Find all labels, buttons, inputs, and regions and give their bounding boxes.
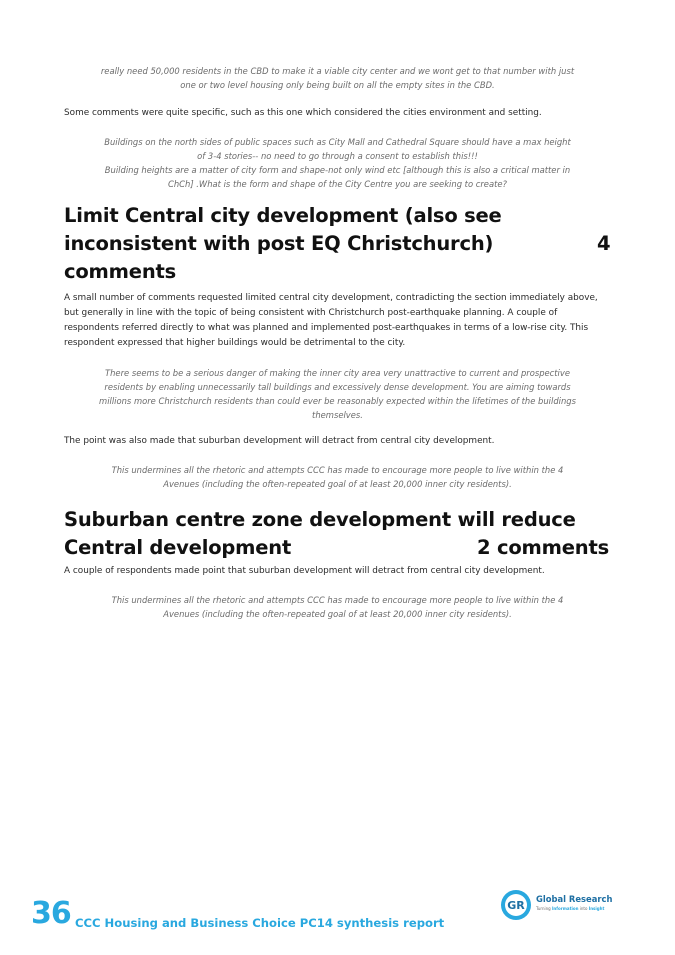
quote-line: Avenues (including the often-repeated goal of at least 20,000 inner city residents).	[163, 479, 512, 489]
tagline-part: Turning	[536, 906, 552, 911]
body-paragraph: A couple of respondents made point that suburban development will detract from central city development.	[64, 566, 545, 576]
quote-block	[90, 64, 585, 92]
body-paragraph	[64, 291, 616, 351]
body-paragraph: Some comments were quite specific, such as this one which considered the cities environment and setting.	[64, 108, 542, 118]
tagline-part: into	[578, 906, 589, 911]
quote-line: Avenues (including the often-repeated goal of at least 20,000 inner city residents).	[163, 609, 512, 619]
quote-line: This undermines all the rhetoric and attempts CCC has made to encourage more people to live within the 4	[111, 595, 564, 605]
quote-line: of 3-4 stories-- no need to go through a consent to establish this!!!	[197, 151, 478, 161]
heading-line: comments	[64, 260, 177, 283]
quote-block	[90, 135, 585, 191]
report-title: CCC Housing and Business Choice PC14 synthesis report	[75, 916, 445, 930]
body-paragraph: The point was also made that suburban development will detract from central city development.	[64, 436, 495, 446]
paragraph-line: respondents referred directly to what was planned and implemented post-earthquakes in terms of a low-rise city. This	[64, 323, 589, 333]
paragraph-line: A small number of comments requested limited central city development, contradicting the section immediately above,	[64, 293, 598, 303]
quote-line: There seems to be a serious danger of making the inner city area very unattractive to current and prospective	[105, 368, 570, 378]
quote-line: one or two level housing only being built on all the empty sites in the CBD.	[180, 80, 495, 90]
logo-mark-letters: GR	[507, 899, 525, 912]
quote-block	[90, 463, 585, 491]
tagline-part: Insight	[588, 906, 605, 911]
quote-line: residents by enabling unnecessarily tall buildings and excessively dense development. You are aiming towards	[104, 382, 571, 392]
comment-count: 2 comments	[477, 536, 609, 559]
quote-line: themselves.	[312, 410, 363, 420]
quote-line: Buildings on the north sides of public spaces such as City Mall and Cathedral Square should have a max height	[104, 137, 571, 147]
paragraph-line: respondent expressed that higher buildings would be detrimental to the city.	[64, 338, 406, 348]
page-number: 36	[31, 896, 71, 931]
logo-name: Global Research	[536, 894, 613, 904]
logo-tagline	[536, 906, 604, 911]
quote-line: really need 50,000 residents in the CBD to make it a viable city center and we wont get to that number with just	[100, 66, 575, 76]
heading-line: Limit Central city development (also see	[64, 204, 502, 227]
logo-mark-icon	[500, 889, 532, 921]
quote-line: millions more Christchurch residents than could ever be reasonably expected within the lifetimes of the buildings	[99, 396, 576, 406]
quote-line: This undermines all the rhetoric and attempts CCC has made to encourage more people to live within the 4	[111, 465, 564, 475]
global-research-logo	[500, 887, 640, 923]
comment-count: 4	[597, 232, 611, 255]
quote-block	[90, 366, 585, 422]
quote-line: ChCh] .What is the form and shape of the City Centre you are seeking to create?	[168, 179, 507, 189]
paragraph-line: but generally in line with the topic of being consistent with Christchurch post-earthquake planning. A couple of	[64, 308, 558, 318]
heading-line: inconsistent with post EQ Christchurch)	[64, 232, 494, 255]
section-heading	[64, 202, 502, 286]
heading-line: Central development	[64, 536, 292, 559]
tagline-part: Information	[551, 906, 579, 911]
quote-line: Building heights are a matter of city form and shape-not only wind etc [although this is also a critical matter in	[104, 165, 571, 175]
heading-line: Suburban centre zone development will reduce	[64, 508, 576, 531]
quote-block	[90, 593, 585, 621]
